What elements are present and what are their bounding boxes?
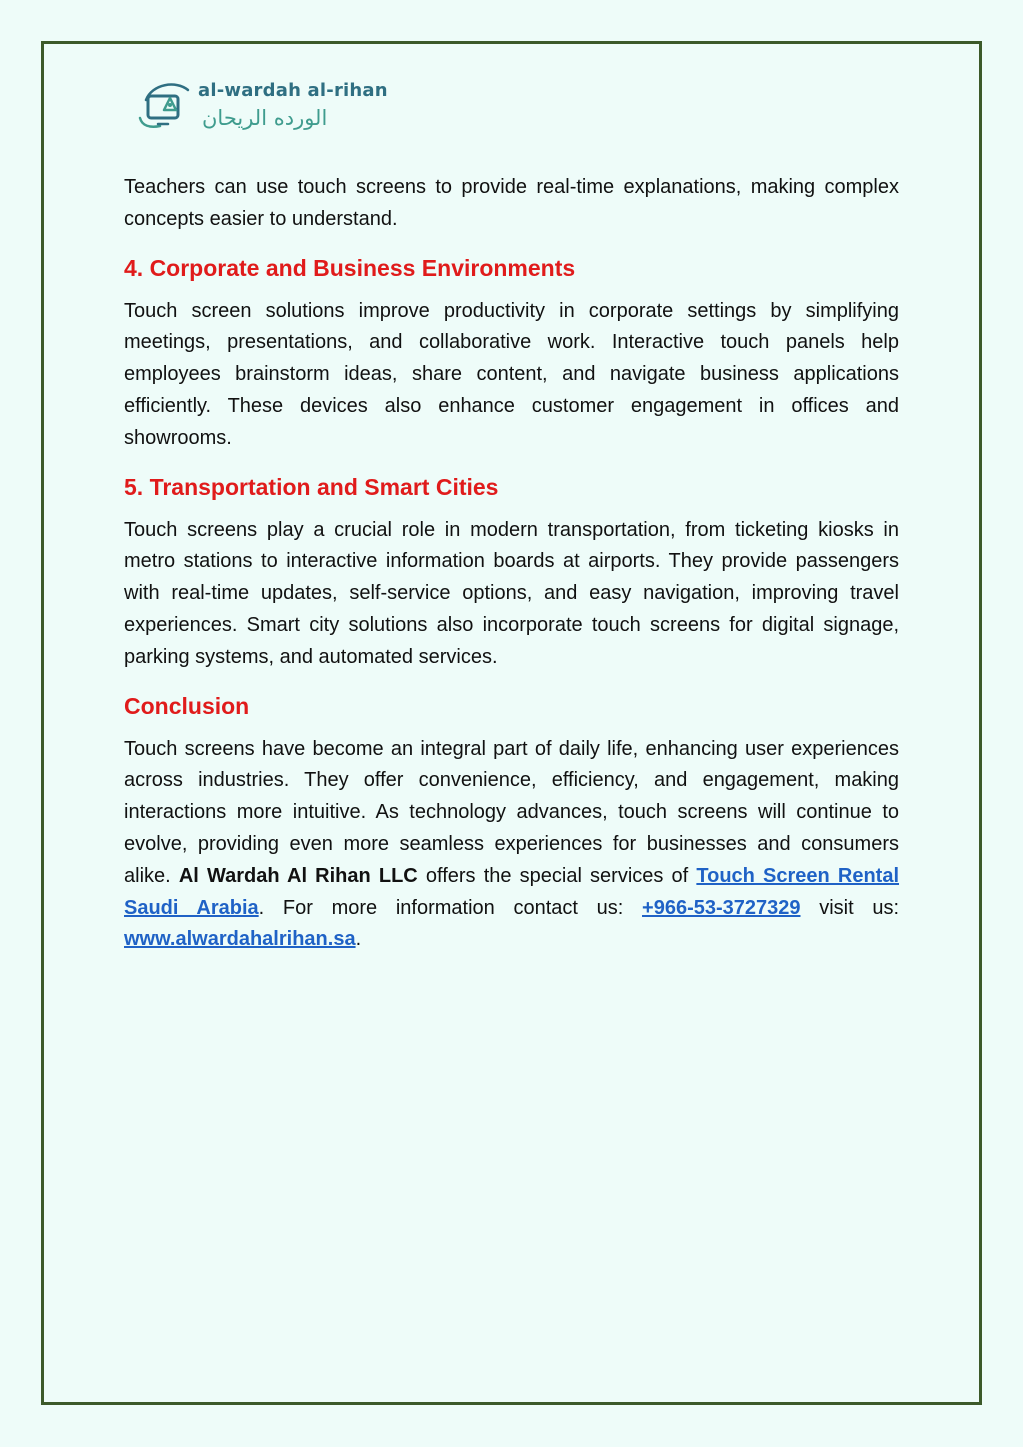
logo-latin-text: al-wardah al-rihan: [198, 80, 388, 101]
conclusion-text-1: Touch screens have become an integral part of daily life, enhancing user experiences across industries. They offer convenience, efficiency, and engagement, making interactions more intuitive. As technology advances, touch screens will continue to evolve, providing even more seamless experiences for businesses and consumers alike.: [124, 737, 899, 887]
phone-link[interactable]: +966-53-3727329: [642, 896, 801, 919]
intro-paragraph: Teachers can use touch screens to provide real-time explanations, making complex concepts easier to understand.: [124, 176, 899, 230]
conclusion-text-4: visit us:: [800, 896, 900, 919]
section-5-body: Touch screens play a crucial role in modern transportation, from ticketing kiosks in metro stations to interactive information boards at airports. They provide passengers with real-time updates, self-service options, and easy navigation, improving travel experiences. Smart city solutions also incorporate touch screens for digital signage, parking systems, and automated services.: [124, 518, 899, 668]
section-4-body: Touch screen solutions improve productivity in corporate settings by simplifying meetings, presentations, and collaborative work. Interactive touch panels help employees brainstorm ideas, share content, and navigate business applications efficiently. These devices also enhance customer engagement in offices and showrooms.: [124, 299, 899, 449]
section-4-heading: 4. Corporate and Business Environments: [124, 254, 576, 281]
section-5-heading: 5. Transportation and Smart Cities: [124, 473, 499, 500]
conclusion-text-2: offers the special services of: [417, 864, 697, 887]
company-logo: [138, 78, 408, 140]
conclusion-text-3: . For more information contact us:: [258, 896, 643, 919]
website-link[interactable]: www.alwardahalrihan.sa: [124, 928, 356, 951]
conclusion-text-5: .: [355, 928, 362, 951]
monitor-logo-icon: [138, 78, 196, 136]
document-body: [124, 172, 899, 956]
conclusion-body: [124, 734, 899, 957]
conclusion-heading: Conclusion: [124, 692, 250, 719]
service-link[interactable]: Touch Screen Rental Saudi Arabia: [124, 864, 900, 919]
company-name: Al Wardah Al Rihan LLC: [178, 864, 418, 887]
logo-arabic-text: الورده الريحان: [202, 106, 328, 130]
